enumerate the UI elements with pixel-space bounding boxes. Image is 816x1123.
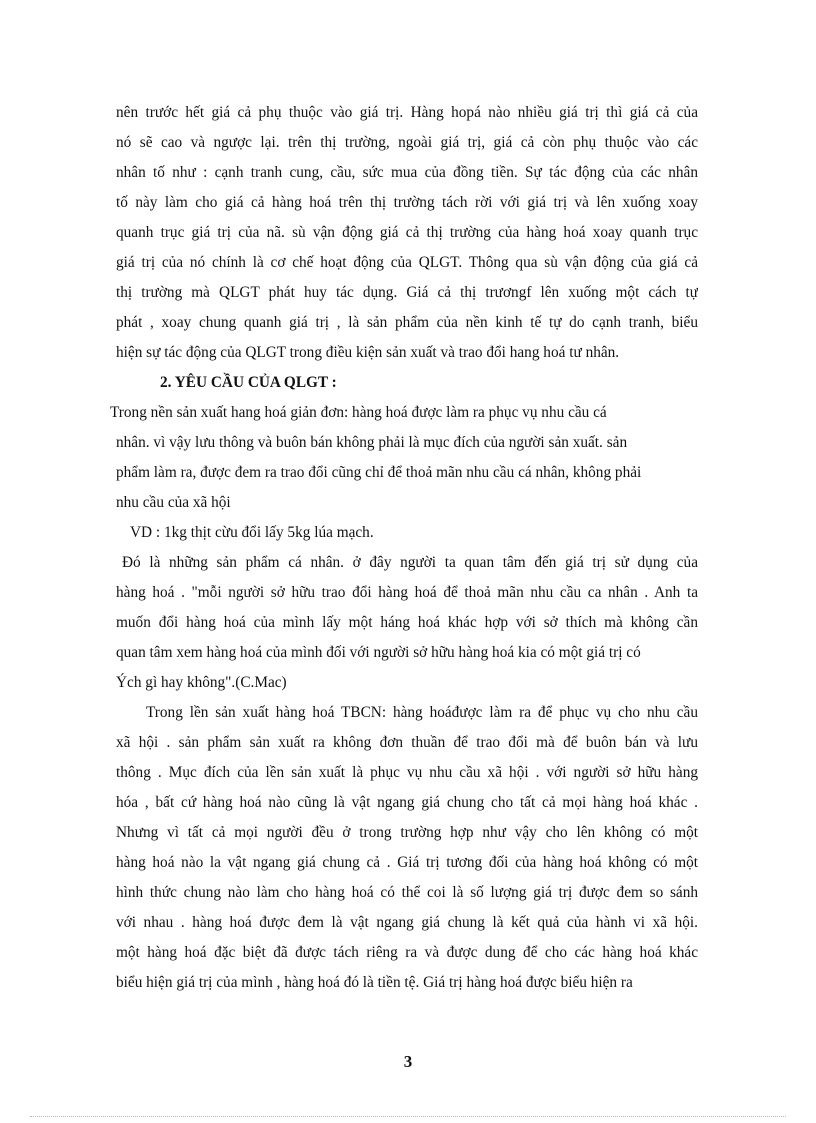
text-line: tố này làm cho giá cả hàng hoá trên thị trường tách rời với giá trị và lên xuống xoay (116, 194, 698, 211)
text-line: muốn đổi hàng hoá của mình lấy một háng hoá khác hợp với sở thích mà không cần (116, 614, 698, 631)
text-line: quanh trục giá trị của nã. sù vận động giá cả thị trường của hàng hoá xoay quanh trục (116, 224, 698, 241)
text-line: Trong nền sản xuất hang hoá giản đơn: hàng hoá được làm ra phục vụ nhu cầu cá (110, 404, 607, 421)
text-line: phẩm làm ra, được đem ra trao đổi cũng chỉ để thoả mãn nhu cầu cá nhân, không phải (116, 464, 642, 481)
page-boundary-line (30, 1116, 786, 1117)
text-line: Nhưng vì tất cả mọi người đều ở trong trường hợp như vậy cho lên không có một (116, 824, 698, 841)
text-line: nhân tố như : cạnh tranh cung, cầu, sức mua của đồng tiền. Sự tác động của các nhân (116, 164, 698, 181)
text-line: hóa , bất cứ hàng hoá nào cũng là vật ngang giá chung cho tất cả mọi hàng hoá khác . (116, 794, 698, 811)
text-line: phát , xoay chung quanh giá trị , là sản phẩm của nền kinh tế tự do cạnh tranh, biểu (116, 314, 698, 331)
text-line: giá trị của nó chính là cơ chế hoạt động của QLGT. Thông qua sù vận động của giá cả (116, 254, 698, 271)
text-line: quan tâm xem hàng hoá của mình đối với người sở hữu hàng hoá kia có một giá trị có (116, 644, 641, 661)
text-line: nó sẽ cao và ngược lại. trên thị trường, ngoài giá trị, giá cả còn phụ thuộc vào các (116, 134, 698, 151)
text-line: VD : 1kg thịt cừu đổi lấy 5kg lúa mạch. (130, 524, 374, 541)
page-number: 3 (403, 1052, 413, 1071)
section-heading: 2. YÊU CẦU CỦA QLGT : (160, 374, 337, 391)
text-line: thị trường mà QLGT phát huy tác dụng. Giá cả thị trươngf lên xuống một cách tự (116, 284, 698, 301)
text-line: Trong lền sản xuất hàng hoá TBCN: hàng hoáđược làm ra để phục vụ cho nhu cầu (146, 704, 698, 721)
text-line: nên trước hết giá cả phụ thuộc vào giá trị. Hàng hopá nào nhiều giá trị thì giá cả của (116, 104, 698, 121)
text-line: hàng hoá nào la vật ngang giá chung cả . Giá trị tương đối của hàng hoá không có một (116, 854, 698, 871)
text-line: thông . Mục đích của lền sản xuất là phục vụ nhu cầu xã hội . với người sở hữu hàng (116, 764, 698, 781)
text-line: Ých gì hay không".(C.Mac) (116, 674, 287, 691)
text-line: Đó là những sản phẩm cá nhân. ở đây người ta quan tâm đến giá trị sử dụng của (122, 554, 698, 571)
text-line: biểu hiện giá trị của mình , hàng hoá đó là tiền tệ. Giá trị hàng hoá được biểu hiện ra (116, 974, 633, 991)
text-line: với nhau . hàng hoá được đem là vật ngang giá chung là kết quả của hành vi xã hội. (116, 914, 698, 931)
text-line: hàng hoá . "mỗi người sở hữu trao đổi hàng hoá để thoả mãn nhu cầu ca nhân . Anh ta (116, 584, 698, 601)
text-line: một hàng hoá đặc biệt đã được tách riêng ra và được dung để cho các hàng hoá khác (116, 944, 698, 961)
text-line: hiện sự tác động của QLGT trong điều kiện sản xuất và trao đổi hang hoá tư nhân. (116, 344, 620, 361)
text-line: nhân. vì vậy lưu thông và buôn bán không phải là mục đích của người sản xuất. sản (116, 434, 628, 451)
text-line: nhu cầu của xã hội (116, 494, 231, 511)
body-text (110, 98, 698, 998)
text-line: xã hội . sản phẩm sản xuất ra không đơn thuần để trao đổi mà để buôn bán và lưu (116, 734, 698, 751)
text-line: hình thức chung nào làm cho hàng hoá có thể coi là số lượng giá trị được đem so sánh (116, 884, 698, 901)
